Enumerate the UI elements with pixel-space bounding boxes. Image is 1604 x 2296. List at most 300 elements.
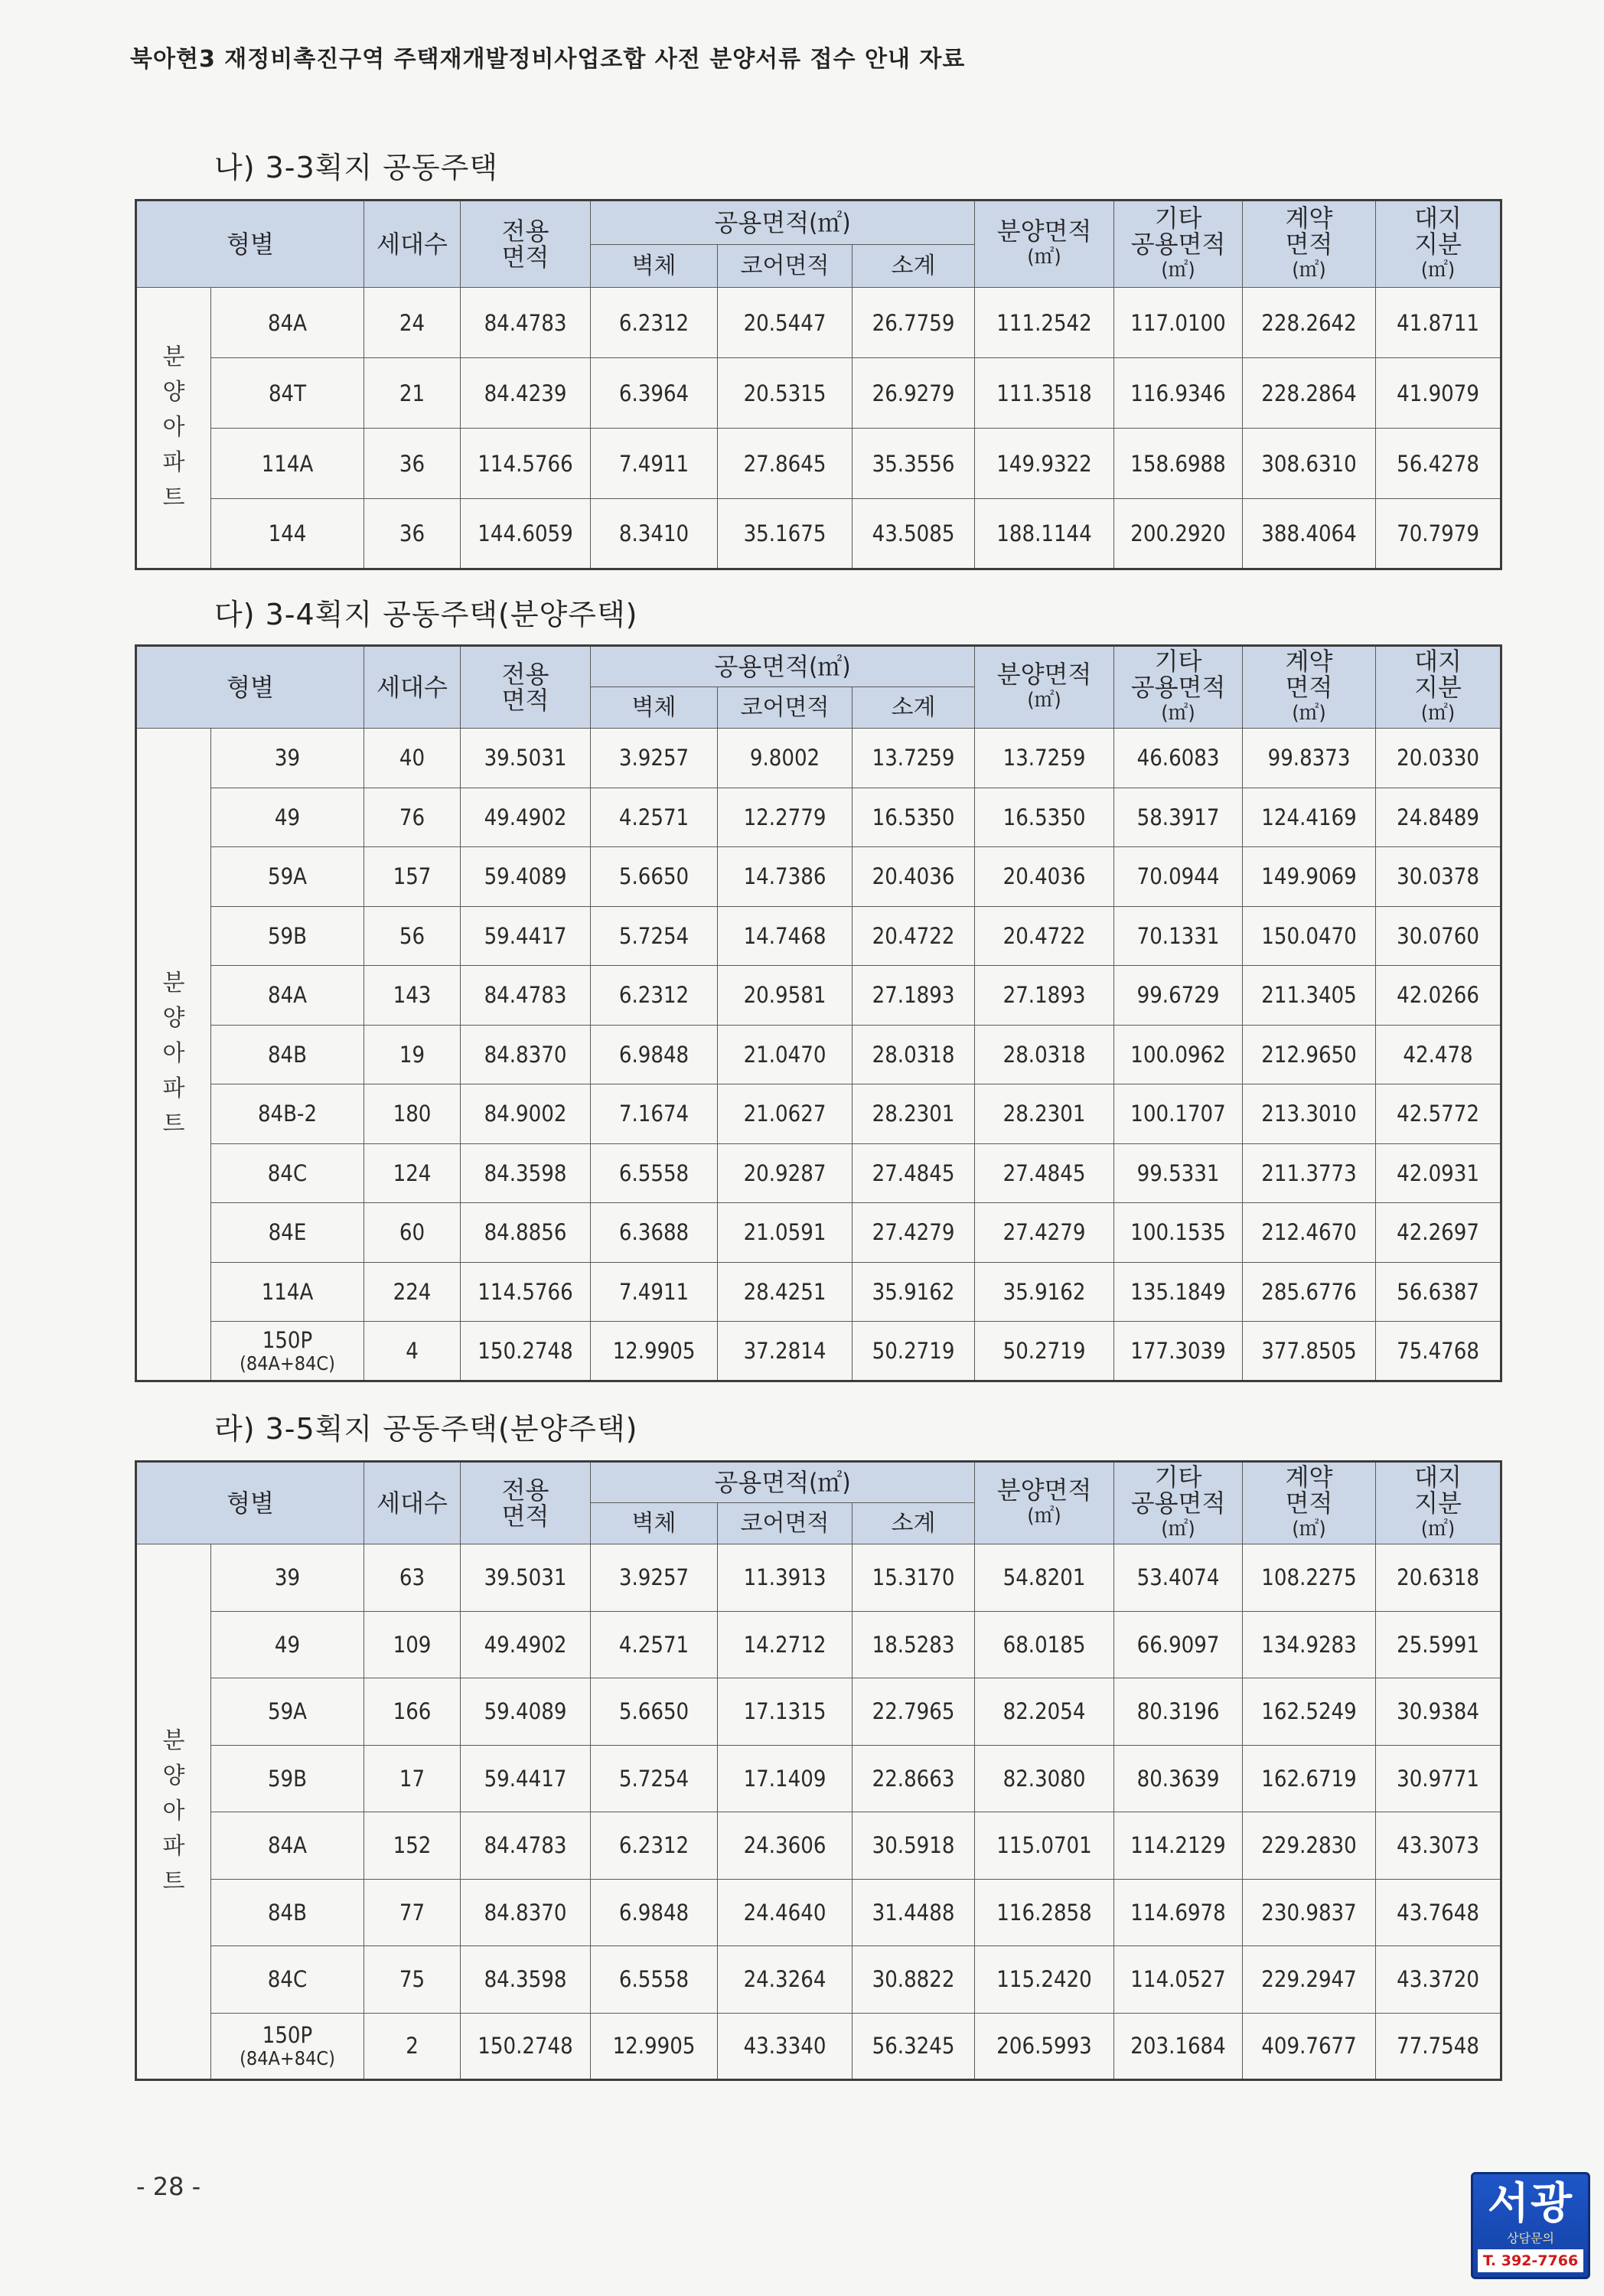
core-area-cell: 17.1409 bbox=[718, 1745, 853, 1812]
land-share-cell: 42.0266 bbox=[1376, 966, 1501, 1026]
type-value: 144 bbox=[268, 520, 307, 546]
type-value: 59B bbox=[267, 922, 308, 949]
wall-area-cell: 6.3964 bbox=[591, 358, 718, 429]
group-label-char: 파 bbox=[162, 1833, 185, 1860]
type-sub-value: (84A+84C) bbox=[240, 2047, 335, 2070]
header-common-area-label: 공용면적(㎡) bbox=[714, 1468, 851, 1497]
contract-area-cell: 124.4169 bbox=[1243, 788, 1376, 847]
header-other-common bbox=[1114, 646, 1243, 729]
sale-area-cell: 27.4279 bbox=[975, 1203, 1114, 1263]
core-area-cell: 28.4251 bbox=[718, 1262, 853, 1322]
contract-area-cell: 285.6776 bbox=[1243, 1262, 1376, 1322]
other-common-cell: 100.1535 bbox=[1114, 1203, 1243, 1263]
exclusive-area-cell: 84.8856 bbox=[461, 1203, 591, 1263]
header-sale-area bbox=[975, 201, 1114, 288]
households-cell: 40 bbox=[364, 729, 461, 788]
households-cell: 2 bbox=[364, 2013, 461, 2080]
type-cell bbox=[211, 847, 364, 907]
table-row bbox=[136, 1879, 1501, 1946]
exclusive-area-cell: 150.2748 bbox=[461, 1322, 591, 1381]
exclusive-area-cell: 150.2748 bbox=[461, 2013, 591, 2080]
land-share-cell: 30.9771 bbox=[1376, 1745, 1501, 1812]
households-cell: 63 bbox=[364, 1544, 461, 1612]
exclusive-area-cell: 59.4417 bbox=[461, 1745, 591, 1812]
exclusive-area-cell: 39.5031 bbox=[461, 1544, 591, 1612]
group-label-char: 아 bbox=[162, 1798, 185, 1825]
contract-area-cell: 409.7677 bbox=[1243, 2013, 1376, 2080]
wall-area-cell: 6.5558 bbox=[591, 1946, 718, 2014]
header-label: (㎡) bbox=[1420, 1518, 1456, 1541]
core-area-cell: 14.7468 bbox=[718, 906, 853, 966]
header-land-share bbox=[1376, 201, 1501, 288]
table-row bbox=[136, 1203, 1501, 1263]
land-share-cell: 42.478 bbox=[1376, 1025, 1501, 1084]
table-row bbox=[136, 288, 1501, 358]
core-area-cell: 27.8645 bbox=[718, 429, 853, 499]
wall-area-cell: 6.2312 bbox=[591, 1812, 718, 1880]
header-label: 대지 bbox=[1414, 647, 1462, 676]
other-common-cell: 135.1849 bbox=[1114, 1262, 1243, 1322]
header-contract-area bbox=[1243, 646, 1376, 729]
header-label: 계약 bbox=[1285, 1463, 1333, 1492]
header-subtotal bbox=[853, 1503, 975, 1544]
table-row bbox=[136, 1322, 1501, 1381]
header-label: 공용면적 bbox=[1130, 673, 1226, 702]
header-label: (㎡) bbox=[1027, 689, 1061, 712]
header-common-area bbox=[591, 646, 975, 687]
wall-area-cell: 6.5558 bbox=[591, 1143, 718, 1203]
core-area-cell: 35.1675 bbox=[718, 499, 853, 569]
subtotal-cell: 15.3170 bbox=[853, 1544, 975, 1612]
wall-area-cell: 7.4911 bbox=[591, 1262, 718, 1322]
other-common-cell: 46.6083 bbox=[1114, 729, 1243, 788]
other-common-cell: 114.2129 bbox=[1114, 1812, 1243, 1880]
land-share-cell: 42.2697 bbox=[1376, 1203, 1501, 1263]
exclusive-area-cell: 144.6059 bbox=[461, 499, 591, 569]
type-cell bbox=[211, 1879, 364, 1946]
type-cell bbox=[211, 1745, 364, 1812]
contract-area-cell: 213.3010 bbox=[1243, 1084, 1376, 1144]
subtotal-cell: 31.4488 bbox=[853, 1879, 975, 1946]
exclusive-area-cell: 39.5031 bbox=[461, 729, 591, 788]
sale-area-cell: 27.4845 bbox=[975, 1143, 1114, 1203]
wall-area-cell: 5.7254 bbox=[591, 906, 718, 966]
header-label: (㎡) bbox=[1292, 259, 1326, 282]
sale-area-cell: 50.2719 bbox=[975, 1322, 1114, 1381]
subtotal-cell: 43.5085 bbox=[853, 499, 975, 569]
table-row bbox=[136, 1946, 1501, 2014]
wall-area-cell: 4.2571 bbox=[591, 1611, 718, 1678]
wall-area-cell: 3.9257 bbox=[591, 1544, 718, 1612]
exclusive-area-cell: 59.4089 bbox=[461, 847, 591, 907]
subtotal-cell: 50.2719 bbox=[853, 1322, 975, 1381]
header-wall bbox=[591, 1503, 718, 1544]
table-row bbox=[136, 1611, 1501, 1678]
exclusive-area-cell: 84.4783 bbox=[461, 288, 591, 358]
header-label: 대지 bbox=[1414, 204, 1462, 233]
core-area-cell: 37.2814 bbox=[718, 1322, 853, 1381]
households-cell: 166 bbox=[364, 1678, 461, 1746]
table-row bbox=[136, 729, 1501, 788]
land-share-cell: 43.3720 bbox=[1376, 1946, 1501, 2014]
sale-area-cell: 35.9162 bbox=[975, 1262, 1114, 1322]
contract-area-cell: 229.2830 bbox=[1243, 1812, 1376, 1880]
land-share-cell: 56.4278 bbox=[1376, 429, 1501, 499]
type-value: 84T bbox=[268, 380, 307, 406]
contract-area-cell: 99.8373 bbox=[1243, 729, 1376, 788]
header-core-label: 코어면적 bbox=[740, 1509, 830, 1537]
households-cell: 4 bbox=[364, 1322, 461, 1381]
header-contract-area bbox=[1243, 1462, 1376, 1544]
subtotal-cell: 27.4845 bbox=[853, 1143, 975, 1203]
contract-area-cell: 229.2947 bbox=[1243, 1946, 1376, 2014]
group-label-char: 트 bbox=[162, 1868, 185, 1895]
wall-area-cell: 5.7254 bbox=[591, 1745, 718, 1812]
core-area-cell: 24.3606 bbox=[718, 1812, 853, 1880]
header-common-area-label: 공용면적(㎡) bbox=[714, 208, 851, 237]
header-label: 계약 bbox=[1285, 647, 1333, 676]
core-area-cell: 20.5315 bbox=[718, 358, 853, 429]
group-label-char: 분 bbox=[162, 970, 185, 997]
other-common-cell: 53.4074 bbox=[1114, 1544, 1243, 1612]
table-row bbox=[136, 906, 1501, 966]
type-value: 84B bbox=[267, 1041, 308, 1068]
type-cell bbox=[211, 1262, 364, 1322]
households-cell: 56 bbox=[364, 906, 461, 966]
header-label: 대지 bbox=[1414, 1463, 1462, 1492]
table-row bbox=[136, 1812, 1501, 1880]
exclusive-area-cell: 84.4239 bbox=[461, 358, 591, 429]
header-type-label: 형별 bbox=[227, 673, 274, 702]
header-common-area bbox=[591, 1462, 975, 1503]
subtotal-cell: 18.5283 bbox=[853, 1611, 975, 1678]
contract-area-cell: 134.9283 bbox=[1243, 1611, 1376, 1678]
core-area-cell: 9.8002 bbox=[718, 729, 853, 788]
land-share-cell: 42.5772 bbox=[1376, 1084, 1501, 1144]
wall-area-cell: 5.6650 bbox=[591, 1678, 718, 1746]
header-core-label: 코어면적 bbox=[740, 252, 830, 279]
header-label: (㎡) bbox=[1420, 702, 1456, 725]
badge-phone: T. 392-7766 bbox=[1478, 2249, 1583, 2272]
exclusive-area-cell: 84.8370 bbox=[461, 1025, 591, 1084]
table-row bbox=[136, 1025, 1501, 1084]
header-common-area-label: 공용면적(㎡) bbox=[714, 652, 851, 681]
core-area-cell: 20.9287 bbox=[718, 1143, 853, 1203]
header-label: 면적 bbox=[1285, 230, 1333, 259]
land-share-cell: 70.7979 bbox=[1376, 499, 1501, 569]
table-row bbox=[136, 429, 1501, 499]
sale-area-cell: 20.4722 bbox=[975, 906, 1114, 966]
type-cell bbox=[211, 788, 364, 847]
group-label-char: 트 bbox=[162, 484, 185, 511]
header-label: 전용 bbox=[501, 660, 549, 689]
contract-area-cell: 388.4064 bbox=[1243, 499, 1376, 569]
header-households-label: 세대수 bbox=[377, 1489, 448, 1518]
header-label: 전용 bbox=[501, 217, 549, 246]
type-value: 39 bbox=[274, 1564, 301, 1591]
wall-area-cell: 6.2312 bbox=[591, 966, 718, 1026]
header-core-label: 코어면적 bbox=[740, 693, 830, 721]
header-wall-label: 벽체 bbox=[631, 693, 676, 721]
sale-area-cell: 206.5993 bbox=[975, 2013, 1114, 2080]
subtotal-cell: 35.9162 bbox=[853, 1262, 975, 1322]
households-cell: 77 bbox=[364, 1879, 461, 1946]
households-cell: 157 bbox=[364, 847, 461, 907]
header-label: (㎡) bbox=[1027, 1505, 1061, 1528]
land-share-cell: 75.4768 bbox=[1376, 1322, 1501, 1381]
section-title: 라) 3-5획지 공동주택(분양주택) bbox=[214, 1412, 638, 1446]
wall-area-cell: 8.3410 bbox=[591, 499, 718, 569]
type-cell bbox=[211, 1812, 364, 1880]
table-row bbox=[136, 1262, 1501, 1322]
section-title: 다) 3-4획지 공동주택(분양주택) bbox=[214, 598, 638, 631]
sale-area-cell: 20.4036 bbox=[975, 847, 1114, 907]
wall-area-cell: 3.9257 bbox=[591, 729, 718, 788]
type-value: 84A bbox=[267, 1832, 308, 1859]
header-common-area bbox=[591, 201, 975, 245]
contract-area-cell: 308.6310 bbox=[1243, 429, 1376, 499]
wall-area-cell: 6.9848 bbox=[591, 1025, 718, 1084]
type-cell bbox=[211, 1611, 364, 1678]
type-value: 84C bbox=[267, 1159, 308, 1186]
area-table bbox=[135, 1460, 1502, 2081]
badge-caption: 상담문의 bbox=[1507, 2231, 1554, 2245]
core-area-cell: 20.5447 bbox=[718, 288, 853, 358]
header-label: 분양면적 bbox=[996, 1476, 1092, 1505]
header-exclusive-area bbox=[461, 646, 591, 729]
type-value: 49 bbox=[274, 1631, 301, 1658]
land-share-cell: 43.3073 bbox=[1376, 1812, 1501, 1880]
group-label-char: 아 bbox=[162, 1040, 185, 1068]
core-area-cell: 43.3340 bbox=[718, 2013, 853, 2080]
core-area-cell: 21.0470 bbox=[718, 1025, 853, 1084]
land-share-cell: 77.7548 bbox=[1376, 2013, 1501, 2080]
sale-area-cell: 28.2301 bbox=[975, 1084, 1114, 1144]
header-label: 전용 bbox=[501, 1476, 549, 1505]
households-cell: 109 bbox=[364, 1611, 461, 1678]
header-core bbox=[718, 1503, 853, 1544]
group-label-char: 파 bbox=[162, 449, 185, 476]
group-label-char: 분 bbox=[162, 344, 185, 370]
header-wall bbox=[591, 687, 718, 729]
land-share-cell: 30.0378 bbox=[1376, 847, 1501, 907]
sale-area-cell: 149.9322 bbox=[975, 429, 1114, 499]
group-label-char: 양 bbox=[162, 1763, 185, 1789]
contract-area-cell: 211.3773 bbox=[1243, 1143, 1376, 1203]
land-share-cell: 20.0330 bbox=[1376, 729, 1501, 788]
header-label: 면적 bbox=[501, 1502, 549, 1531]
other-common-cell: 200.2920 bbox=[1114, 499, 1243, 569]
land-share-cell: 41.9079 bbox=[1376, 358, 1501, 429]
type-cell bbox=[211, 1143, 364, 1203]
households-cell: 152 bbox=[364, 1812, 461, 1880]
wall-area-cell: 7.4911 bbox=[591, 429, 718, 499]
type-cell bbox=[211, 966, 364, 1026]
type-value: 59A bbox=[267, 1698, 308, 1725]
contract-area-cell: 149.9069 bbox=[1243, 847, 1376, 907]
table-row bbox=[136, 499, 1501, 569]
contract-area-cell: 162.5249 bbox=[1243, 1678, 1376, 1746]
subtotal-cell: 20.4036 bbox=[853, 847, 975, 907]
section-title: 나) 3-3획지 공동주택 bbox=[214, 151, 499, 184]
core-area-cell: 21.0627 bbox=[718, 1084, 853, 1144]
wall-area-cell: 12.9905 bbox=[591, 1322, 718, 1381]
type-value: 59B bbox=[267, 1765, 308, 1792]
land-share-cell: 25.5991 bbox=[1376, 1611, 1501, 1678]
other-common-cell: 114.6978 bbox=[1114, 1879, 1243, 1946]
subtotal-cell: 13.7259 bbox=[853, 729, 975, 788]
exclusive-area-cell: 84.3598 bbox=[461, 1143, 591, 1203]
sale-area-cell: 68.0185 bbox=[975, 1611, 1114, 1678]
wall-area-cell: 6.3688 bbox=[591, 1203, 718, 1263]
header-label: (㎡) bbox=[1292, 1518, 1326, 1541]
core-area-cell: 11.3913 bbox=[718, 1544, 853, 1612]
exclusive-area-cell: 59.4089 bbox=[461, 1678, 591, 1746]
core-area-cell: 24.4640 bbox=[718, 1879, 853, 1946]
subtotal-cell: 22.8663 bbox=[853, 1745, 975, 1812]
header-other-common bbox=[1114, 1462, 1243, 1544]
table-row bbox=[136, 966, 1501, 1026]
subtotal-cell: 28.0318 bbox=[853, 1025, 975, 1084]
header-households-label: 세대수 bbox=[377, 673, 448, 702]
contract-area-cell: 211.3405 bbox=[1243, 966, 1376, 1026]
exclusive-area-cell: 59.4417 bbox=[461, 906, 591, 966]
header-households bbox=[364, 201, 461, 288]
land-share-cell: 41.8711 bbox=[1376, 288, 1501, 358]
core-area-cell: 14.2712 bbox=[718, 1611, 853, 1678]
land-share-cell: 30.0760 bbox=[1376, 906, 1501, 966]
type-cell bbox=[211, 1946, 364, 2014]
header-wall-label: 벽체 bbox=[631, 252, 676, 279]
type-value: 84E bbox=[268, 1219, 307, 1246]
subtotal-cell: 30.5918 bbox=[853, 1812, 975, 1880]
contract-area-cell: 212.9650 bbox=[1243, 1025, 1376, 1084]
type-cell bbox=[211, 1322, 364, 1381]
sale-area-cell: 115.2420 bbox=[975, 1946, 1114, 2014]
header-label: (㎡) bbox=[1027, 246, 1061, 269]
header-label: (㎡) bbox=[1161, 1518, 1195, 1541]
other-common-cell: 70.1331 bbox=[1114, 906, 1243, 966]
area-table bbox=[135, 644, 1502, 1382]
header-label: 면적 bbox=[501, 243, 549, 272]
table-row bbox=[136, 358, 1501, 429]
contract-area-cell: 230.9837 bbox=[1243, 1879, 1376, 1946]
type-cell bbox=[211, 1084, 364, 1144]
header-type-label: 형별 bbox=[227, 1489, 274, 1518]
land-share-cell: 42.0931 bbox=[1376, 1143, 1501, 1203]
sale-area-cell: 16.5350 bbox=[975, 788, 1114, 847]
other-common-cell: 117.0100 bbox=[1114, 288, 1243, 358]
header-label: 지분 bbox=[1414, 1489, 1462, 1518]
land-share-cell: 24.8489 bbox=[1376, 788, 1501, 847]
contract-area-cell: 228.2864 bbox=[1243, 358, 1376, 429]
header-label: 분양면적 bbox=[996, 660, 1092, 689]
households-cell: 36 bbox=[364, 499, 461, 569]
header-label: 기타 bbox=[1154, 1463, 1202, 1492]
sale-area-cell: 82.2054 bbox=[975, 1678, 1114, 1746]
wall-area-cell: 7.1674 bbox=[591, 1084, 718, 1144]
group-label-char: 분 bbox=[162, 1727, 185, 1754]
header-label: 면적 bbox=[1285, 1489, 1333, 1518]
area-table bbox=[135, 199, 1502, 570]
header-households bbox=[364, 1462, 461, 1544]
header-label: 지분 bbox=[1414, 230, 1462, 259]
header-subtotal bbox=[853, 687, 975, 729]
subtotal-cell: 20.4722 bbox=[853, 906, 975, 966]
contract-area-cell: 228.2642 bbox=[1243, 288, 1376, 358]
header-label: (㎡) bbox=[1292, 702, 1326, 725]
land-share-cell: 30.9384 bbox=[1376, 1678, 1501, 1746]
contract-area-cell: 108.2275 bbox=[1243, 1544, 1376, 1612]
other-common-cell: 80.3639 bbox=[1114, 1745, 1243, 1812]
other-common-cell: 158.6988 bbox=[1114, 429, 1243, 499]
type-cell bbox=[211, 499, 364, 569]
header-core bbox=[718, 687, 853, 729]
header-label: 면적 bbox=[1285, 673, 1333, 702]
type-value: 84C bbox=[267, 1966, 308, 1993]
table-row bbox=[136, 2013, 1501, 2080]
table-row bbox=[136, 1678, 1501, 1746]
table-row bbox=[136, 1143, 1501, 1203]
core-area-cell: 17.1315 bbox=[718, 1678, 853, 1746]
type-cell bbox=[211, 906, 364, 966]
sale-area-cell: 111.2542 bbox=[975, 288, 1114, 358]
subtotal-cell: 27.4279 bbox=[853, 1203, 975, 1263]
header-type bbox=[136, 201, 364, 288]
sale-area-cell: 115.0701 bbox=[975, 1812, 1114, 1880]
other-common-cell: 177.3039 bbox=[1114, 1322, 1243, 1381]
subtotal-cell: 16.5350 bbox=[853, 788, 975, 847]
households-cell: 76 bbox=[364, 788, 461, 847]
header-exclusive-area bbox=[461, 1462, 591, 1544]
other-common-cell: 116.9346 bbox=[1114, 358, 1243, 429]
exclusive-area-cell: 114.5766 bbox=[461, 1262, 591, 1322]
sale-area-cell: 188.1144 bbox=[975, 499, 1114, 569]
type-cell bbox=[211, 429, 364, 499]
other-common-cell: 100.0962 bbox=[1114, 1025, 1243, 1084]
core-area-cell: 14.7386 bbox=[718, 847, 853, 907]
other-common-cell: 99.5331 bbox=[1114, 1143, 1243, 1203]
group-label bbox=[136, 729, 211, 1381]
type-cell bbox=[211, 2013, 364, 2080]
type-value: 39 bbox=[274, 745, 301, 771]
header-label: 공용면적 bbox=[1130, 230, 1226, 259]
header-land-share bbox=[1376, 646, 1501, 729]
header-core bbox=[718, 245, 853, 288]
exclusive-area-cell: 84.4783 bbox=[461, 966, 591, 1026]
header-contract-area bbox=[1243, 201, 1376, 288]
wall-area-cell: 12.9905 bbox=[591, 2013, 718, 2080]
header-sale-area bbox=[975, 646, 1114, 729]
contract-area-cell: 150.0470 bbox=[1243, 906, 1376, 966]
type-value: 84B-2 bbox=[257, 1101, 318, 1127]
group-label bbox=[136, 288, 211, 569]
header-label: 기타 bbox=[1154, 204, 1202, 233]
header-label: 면적 bbox=[501, 686, 549, 715]
header-label: (㎡) bbox=[1161, 702, 1195, 725]
other-common-cell: 66.9097 bbox=[1114, 1611, 1243, 1678]
table-row bbox=[136, 1544, 1501, 1612]
type-value: 114A bbox=[261, 1278, 314, 1305]
other-common-cell: 100.1707 bbox=[1114, 1084, 1243, 1144]
sale-area-cell: 111.3518 bbox=[975, 358, 1114, 429]
other-common-cell: 70.0944 bbox=[1114, 847, 1243, 907]
header-wall-label: 벽체 bbox=[631, 1509, 676, 1537]
type-sub-value: (84A+84C) bbox=[240, 1352, 335, 1375]
households-cell: 17 bbox=[364, 1745, 461, 1812]
table-row bbox=[136, 788, 1501, 847]
document-header: 북아현3 재정비촉진구역 주택재개발정비사업조합 사전 분양서류 접수 안내 자료 bbox=[130, 46, 966, 73]
